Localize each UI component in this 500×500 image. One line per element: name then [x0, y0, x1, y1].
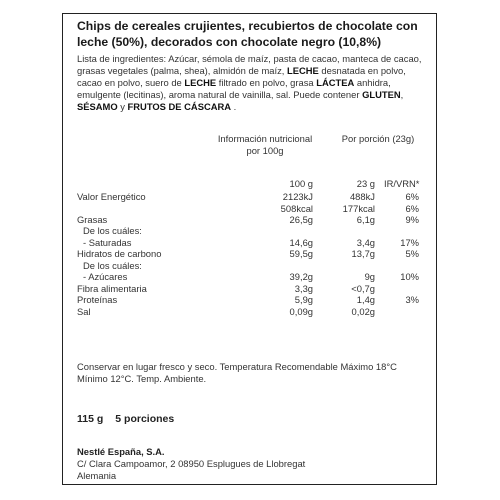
nutrient-ir-percent: 17%: [400, 237, 419, 248]
allergen-highlight: LECHE: [184, 77, 217, 88]
nutrient-value-100g: 59,5g: [289, 248, 313, 259]
nutrient-label: - Azúcares: [83, 271, 128, 282]
nutrient-ir-percent: 9%: [405, 214, 419, 225]
ingredient-text: ,: [400, 89, 404, 100]
nutrient-label: De los cuáles:: [83, 260, 142, 271]
nutrient-value-portion: 9g: [364, 271, 375, 282]
nutrient-value-portion: 177kcal: [342, 203, 375, 214]
ingredient-text: anhidra, emulgente (lecitinas), aroma natural de vainilla, sal. Puede contener: [77, 77, 391, 100]
subheader-ir: IR/VRN*: [384, 178, 420, 189]
ingredients-list: [77, 53, 427, 113]
nutrient-ir-percent: 6%: [405, 203, 419, 214]
nutrient-value-100g: 14,6g: [289, 237, 313, 248]
nutrient-label: De los cuáles:: [83, 225, 142, 236]
nutrient-ir-percent: 3%: [405, 294, 419, 305]
nutrient-value-portion: 3,4g: [356, 237, 375, 248]
company-address: C/ Clara Campoamor, 2 08950 Esplugues de Llobregat: [77, 458, 306, 469]
nutrient-value-100g: 5,9g: [294, 294, 313, 305]
ingredient-text: y: [117, 101, 128, 112]
quantity-line: [77, 413, 174, 425]
allergen-highlight: SÉSAMO: [77, 101, 118, 112]
subheader-100g: 100 g: [289, 178, 313, 189]
nutrient-ir-percent: 6%: [405, 191, 419, 202]
nutrient-label: Hidratos de carbono: [77, 248, 162, 259]
product-label: [62, 13, 437, 485]
nutrient-value-portion: 1,4g: [356, 294, 375, 305]
nutrient-value-100g: 3,3g: [294, 283, 313, 294]
ingredient-text: .: [231, 101, 237, 112]
nutrient-label: Valor Energético: [77, 191, 146, 202]
nutrient-label: Fibra alimentaria: [77, 283, 147, 294]
allergen-highlight: LÁCTEA: [316, 77, 355, 88]
nutrient-value-portion: 13,7g: [351, 248, 375, 259]
nutrient-ir-percent: 5%: [405, 248, 419, 259]
nutrient-label: Proteínas: [77, 294, 118, 305]
net-quantity: 115 g: [77, 413, 104, 425]
subheader-23g: 23 g: [356, 178, 375, 189]
nutrient-label: - Saturadas: [83, 237, 132, 248]
nutrient-label: Sal: [77, 306, 91, 317]
nutrient-value-portion: 6,1g: [356, 214, 375, 225]
nutrition-header-portion: Por porción (23g): [341, 133, 415, 144]
nutrient-value-portion: <0,7g: [351, 283, 375, 294]
portions: 5 porciones: [115, 413, 175, 425]
nutrition-header-per-100g: Información nutricional por 100g: [217, 133, 313, 156]
product-title: Chips de cereales crujientes, recubiertos de chocolate con leche (50%), decorados con chocolate negro (10,8%): [77, 19, 418, 49]
conservation-text: Conservar en lugar fresco y seco. Temperatura Recomendable Máximo 18°C Mínimo 12°C. Temp. Ambiente.: [77, 361, 397, 384]
nutrient-label: Grasas: [77, 214, 108, 225]
company-country: Alemania: [77, 470, 117, 481]
nutrient-ir-percent: 10%: [400, 271, 419, 282]
allergen-highlight: FRUTOS DE CÁSCARA: [127, 101, 232, 112]
nutrient-value-100g: 2123kJ: [282, 191, 313, 202]
nutrient-value-100g: 0,09g: [289, 306, 313, 317]
nutrient-value-100g: 508kcal: [280, 203, 313, 214]
nutrient-value-100g: 26,5g: [289, 214, 313, 225]
allergen-highlight: LECHE: [287, 65, 319, 76]
ingredient-text: Lista de ingredientes: Azúcar, sémola de maíz, pasta de cacao, manteca de cacao, grasas vegetales (palma, shea), almidón de maíz,: [77, 53, 422, 76]
ingredient-text: filtrado en polvo, grasa: [216, 77, 317, 88]
company-name: Nestlé España, S.A.: [77, 446, 165, 457]
nutrient-value-portion: 0,02g: [351, 306, 375, 317]
company-info: [77, 446, 305, 482]
ingredient-text: desnatada en polvo, cacao en polvo, suero de: [77, 65, 406, 88]
nutrient-value-100g: 39,2g: [289, 271, 313, 282]
allergen-highlight: GLUTEN: [362, 89, 401, 100]
nutrient-value-portion: 488kJ: [349, 191, 375, 202]
